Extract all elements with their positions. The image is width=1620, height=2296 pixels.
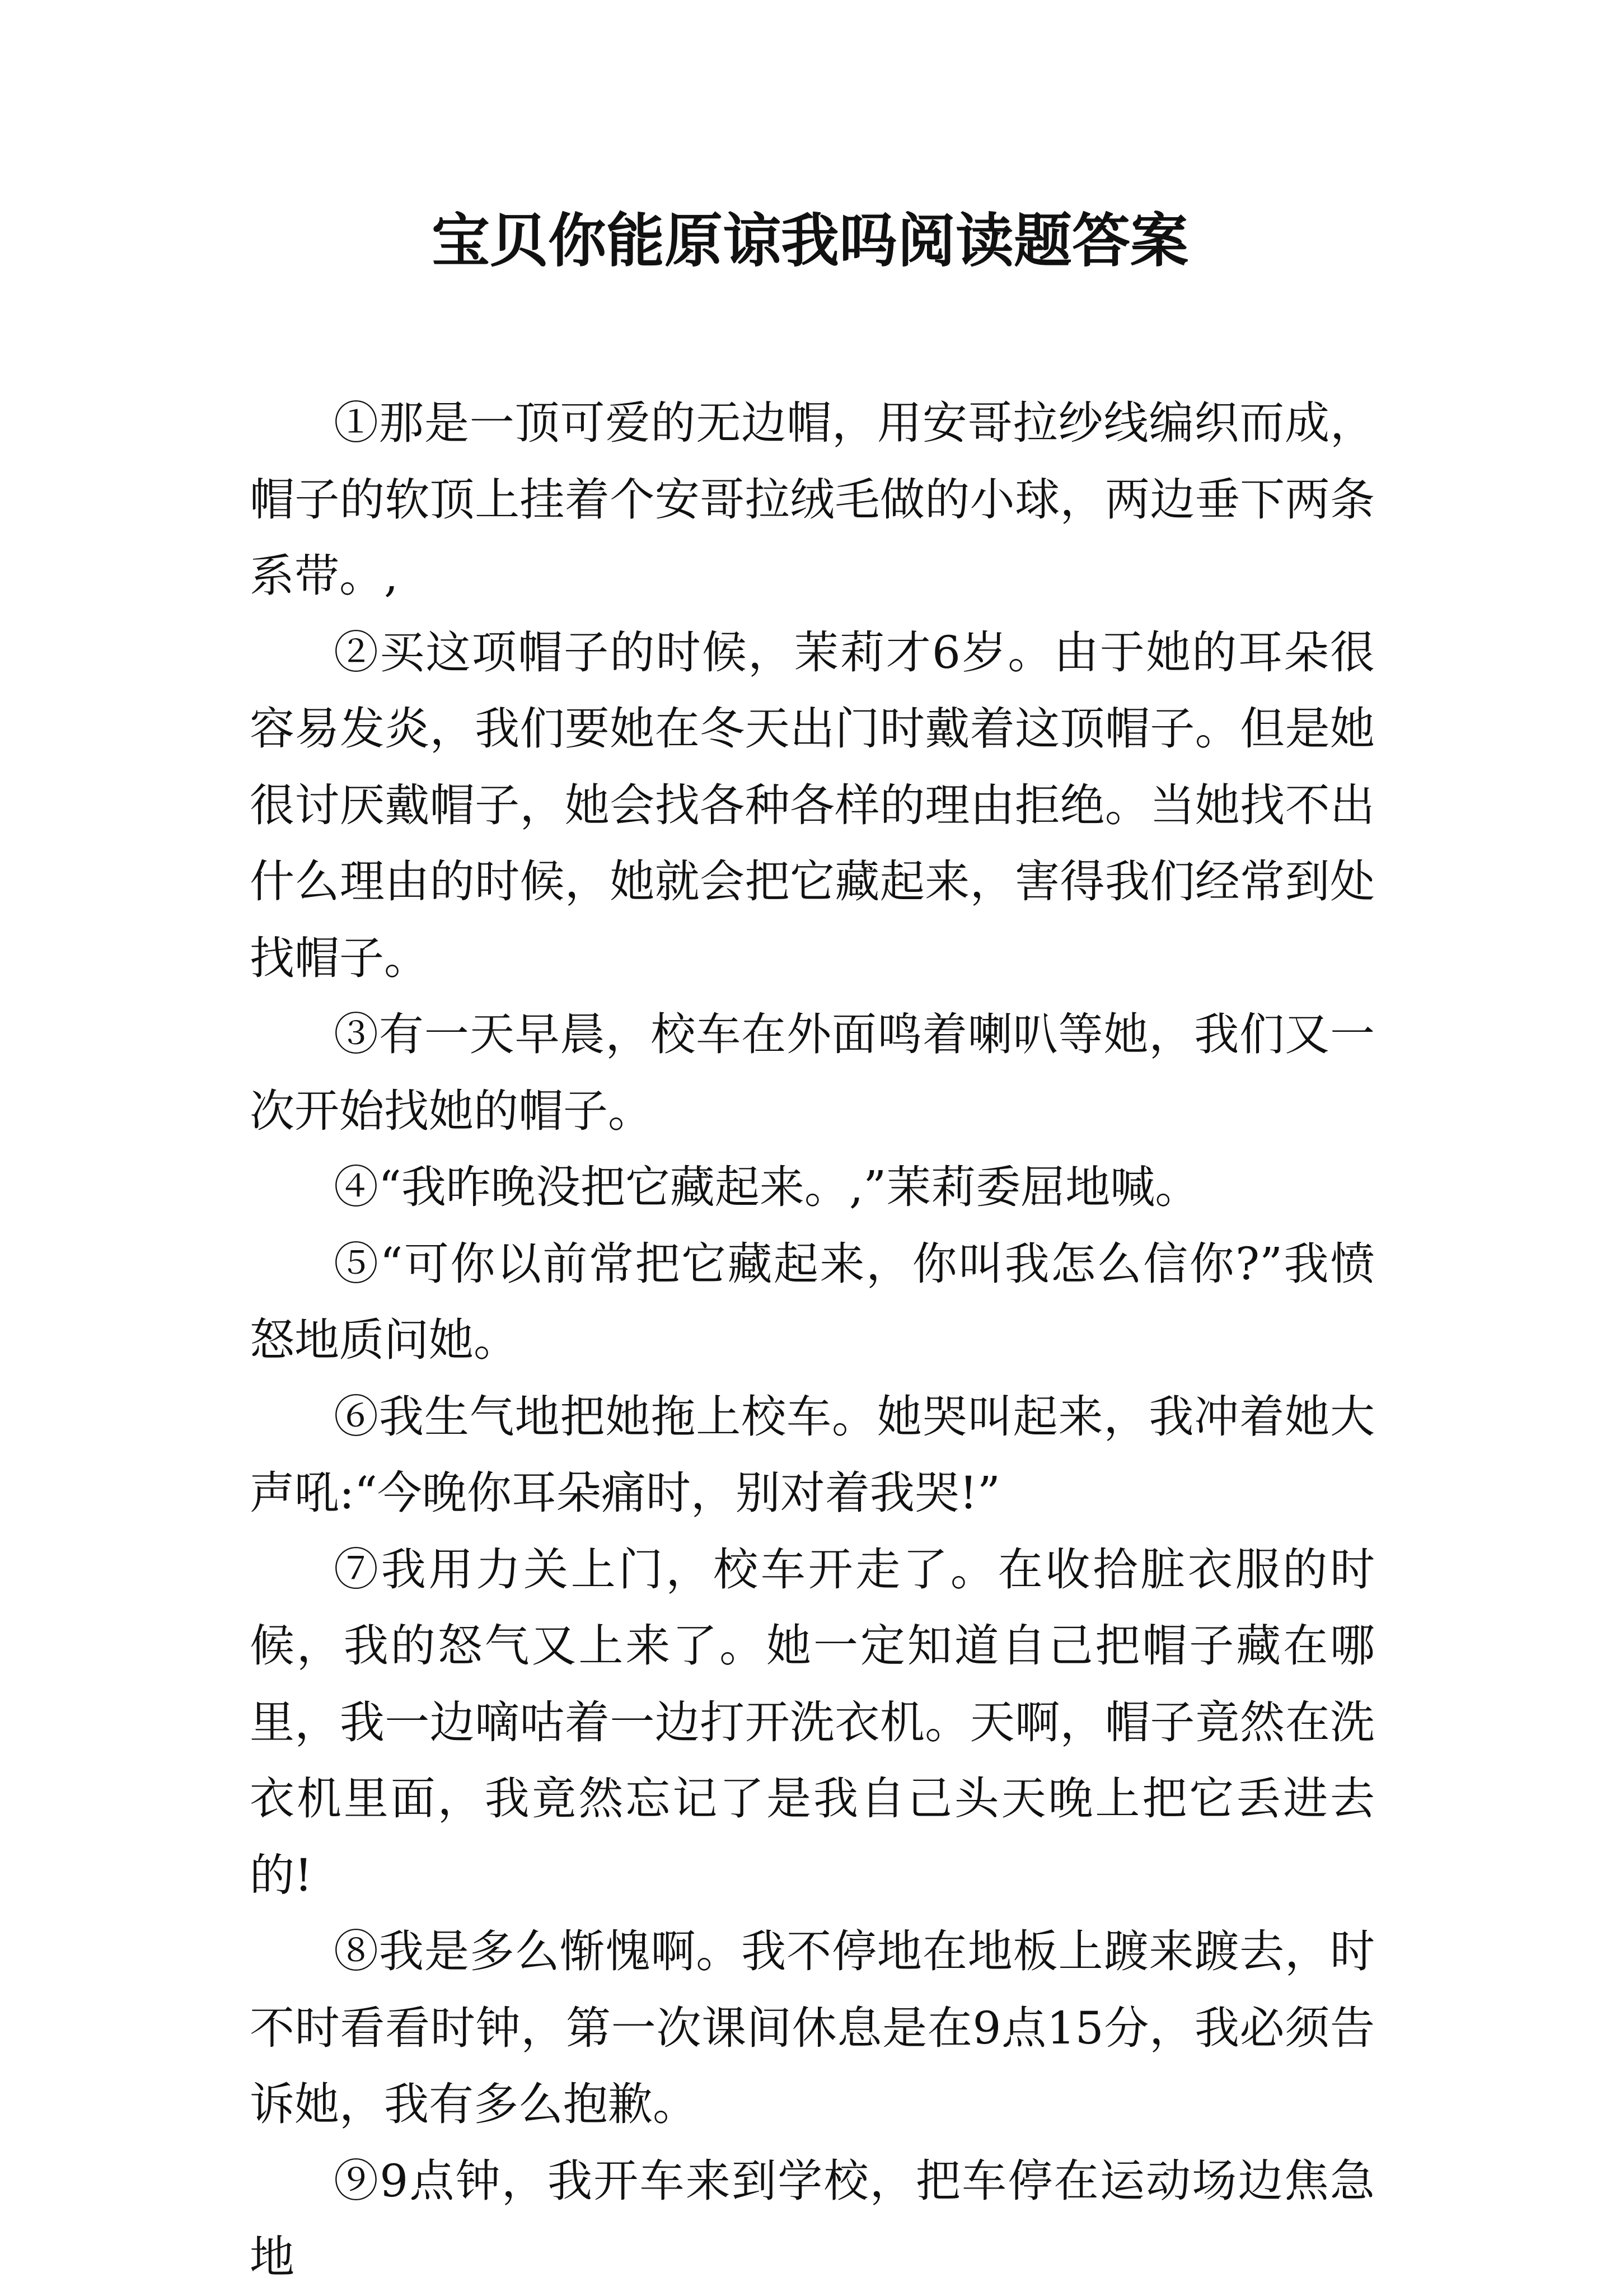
paragraph-4: ④“我昨晚没把它藏起来。,”茉莉委屈地喊。 bbox=[334, 1161, 1200, 1213]
paragraph-7: ⑦我用力关上门，校车开走了。在收拾脏衣服的时候，我的怒气又上来了。她一定知道自己把帽子藏在哪里，我一边嘀咕着一边打开洗衣机。天啊，帽子竟然在洗衣机里面，我竟然忘记了是我自己头天晚上把它丢进去的! bbox=[250, 1543, 1375, 1901]
paragraph-1: ①那是一顶可爱的无边帽，用安哥拉纱线编织而成，帽子的软顶上挂着个安哥拉绒毛做的小球，两边垂下两条系带。, bbox=[250, 397, 1375, 602]
paragraph-6: ⑥我生气地把她拖上校车。她哭叫起来，我冲着她大声吼:“今晚你耳朵痛时，别对着我哭!” bbox=[250, 1390, 1375, 1519]
document-title: 宝贝你能原谅我吗阅读题答案 bbox=[431, 206, 1188, 275]
paragraph-2: ②买这项帽子的时候，茉莉才6岁。由于她的耳朵很容易发炎，我们要她在冬天出门时戴着这顶帽子。但是她很讨厌戴帽子，她会找各种各样的理由拒绝。当她找不出什么理由的时候，她就会把它藏起来，害得我们经常到处找帽子。 bbox=[250, 626, 1375, 984]
paragraph-9: ⑨9点钟，我开车来到学校，把车停在运动场边焦急地 bbox=[250, 2154, 1375, 2283]
paragraph-5: ⑤“可你以前常把它藏起来，你叫我怎么信你?”我愤怒地质问她。 bbox=[250, 1237, 1375, 1366]
paragraph-3: ③有一天早晨，校车在外面鸣着喇叭等她，我们又一次开始找她的帽子。 bbox=[250, 1008, 1375, 1137]
document-body bbox=[250, 385, 1375, 2296]
paragraph-8: ⑧我是多么惭愧啊。我不停地在地板上踱来踱去，时不时看看时钟，第一次课间休息是在9点15分，我必须告诉她，我有多么抱歉。 bbox=[250, 1925, 1375, 2130]
